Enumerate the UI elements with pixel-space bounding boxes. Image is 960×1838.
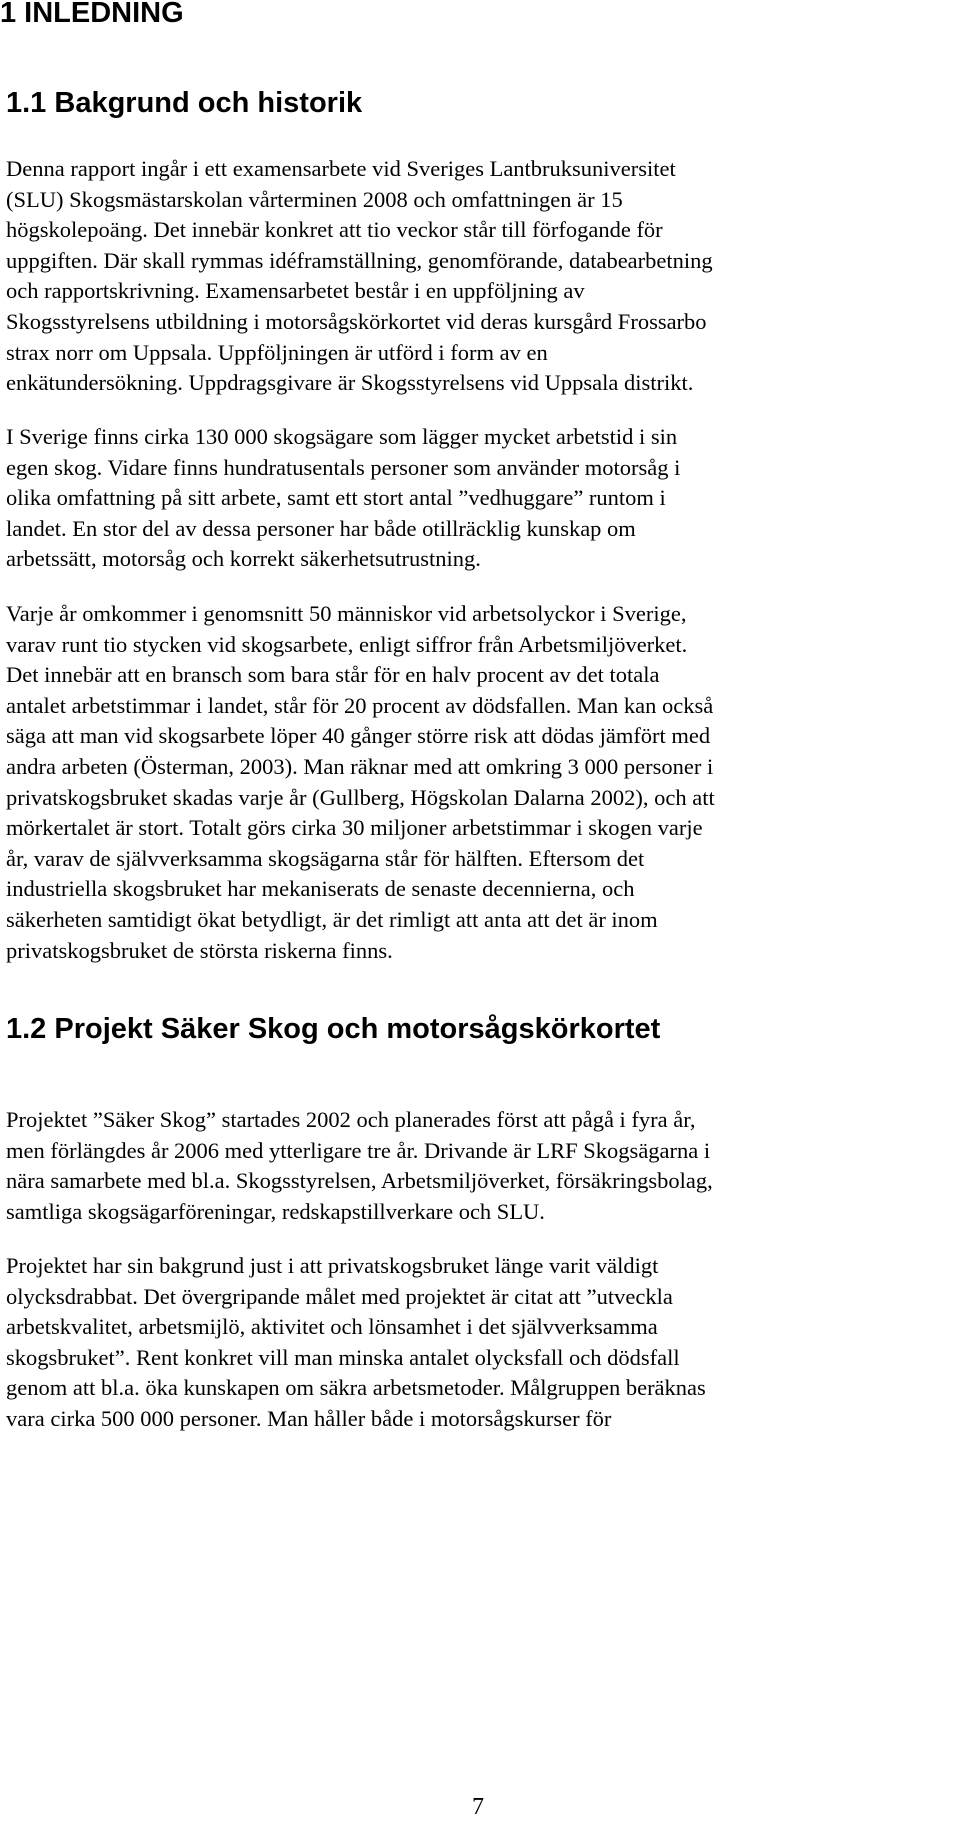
text-line: egen skog. Vidare finns hundratusentals personer som använder motorsåg i [6,454,681,480]
chapter-heading: 1 INLEDNING [0,0,184,29]
text-line: strax norr om Uppsala. Uppföljningen är utförd i form av en [6,339,548,365]
text-line: andra arbeten (Österman, 2003). Man räknar med att omkring 3 000 personer i [6,753,714,779]
text-line: säga att man vid skogsarbete löper 40 gånger större risk att dödas jämfört med [6,723,711,749]
paragraph-project-background [6,1251,936,1435]
text-line: skogsbruket”. Rent konkret vill man minska antalet olycksfall och dödsfall [6,1344,680,1370]
text-line: Det innebär att en bransch som bara står för en halv procent av det totala [6,662,660,688]
text-line: arbetskvalitet, arbetsmijlö, aktivitet och lönsamhet i det självverksamma [6,1314,658,1340]
text-line: uppgiften. Där skall rymmas idéframställning, genomförande, databearbetning [6,247,713,273]
page-number: 7 [472,1794,484,1820]
text-line: Denna rapport ingår i ett examensarbete vid Sveriges Lantbruksuniversitet [6,156,676,181]
text-line: privatskogsbruket de största riskerna finns. [6,937,393,963]
text-line: arbetssätt, motorsåg och korrekt säkerhetsutrustning. [6,546,481,572]
paragraph-accident-statistics [6,599,936,966]
text-line: och rapportskrivning. Examensarbetet består i en uppföljning av [6,278,585,304]
text-line: (SLU) Skogsmästarskolan vårterminen 2008 och omfattningen är 15 [6,186,623,212]
text-line: mörkertalet är stort. Totalt görs cirka 30 miljoner arbetstimmar i skogen varje [6,815,703,841]
paragraph-report-intro [6,154,936,399]
paragraph-project-intro [6,1105,936,1227]
text-line: enkätundersökning. Uppdragsgivare är Skogsstyrelsens vid Uppsala distrikt. [6,370,694,396]
text-line: säkerheten samtidigt ökat betydligt, är det rimligt att anta att det är inom [6,906,658,932]
text-line: Projektet ”Säker Skog” startades 2002 och planerades först att pågå i fyra år, [6,1107,696,1132]
text-line: olika omfattning på sitt arbete, samt ett stort antal ”vedhuggare” runtom i [6,485,666,511]
text-line: I Sverige finns cirka 130 000 skogsägare som lägger mycket arbetstid i sin [6,424,678,449]
text-line: Skogsstyrelsens utbildning i motorsågskörkortet vid deras kursgård Frossarbo [6,308,707,334]
text-line: olycksdrabbat. Det övergripande målet med projektet är citat att ”utveckla [6,1283,673,1309]
text-line: antalet arbetstimmar i landet, står för 20 procent av dödsfallen. Man kan också [6,692,714,718]
text-line: genom att bl.a. öka kunskapen om säkra arbetsmetoder. Målgruppen beräknas [6,1375,706,1401]
text-line: år, varav de självverksamma skogsägarna står för hälften. Eftersom det [6,845,645,871]
text-line: Varje år omkommer i genomsnitt 50 människor vid arbetsolyckor i Sverige, [6,601,687,626]
text-line: landet. En stor del av dessa personer har både otillräcklig kunskap om [6,515,636,541]
paragraph-forest-owners [6,422,936,575]
text-line: varav runt tio stycken vid skogsarbete, enligt siffror från Arbetsmiljöverket. [6,631,688,657]
section-heading-1-1: 1.1 Bakgrund och historik [6,87,363,119]
text-line: privatskogsbruket skadas varje år (Gullberg, Högskolan Dalarna 2002), och att [6,784,715,810]
text-line: samtliga skogsägarföreningar, redskapstillverkare och SLU. [6,1198,545,1224]
text-line: högskolepoäng. Det innebär konkret att tio veckor står till förfogande för [6,217,663,243]
text-line: nära samarbete med bl.a. Skogsstyrelsen, Arbetsmiljöverket, försäkringsbolag, [6,1168,713,1194]
section-heading-1-2: 1.2 Projekt Säker Skog och motorsågskörkortet [6,1013,661,1045]
text-line: industriella skogsbruket har mekaniserats de senaste decennierna, och [6,876,635,902]
text-line: Projektet har sin bakgrund just i att privatskogsbruket länge varit väldigt [6,1253,659,1278]
text-line: vara cirka 500 000 personer. Man håller både i motorsågskurser för [6,1405,612,1431]
text-line: men förlängdes år 2006 med ytterligare tre år. Drivande är LRF Skogsägarna i [6,1137,711,1163]
